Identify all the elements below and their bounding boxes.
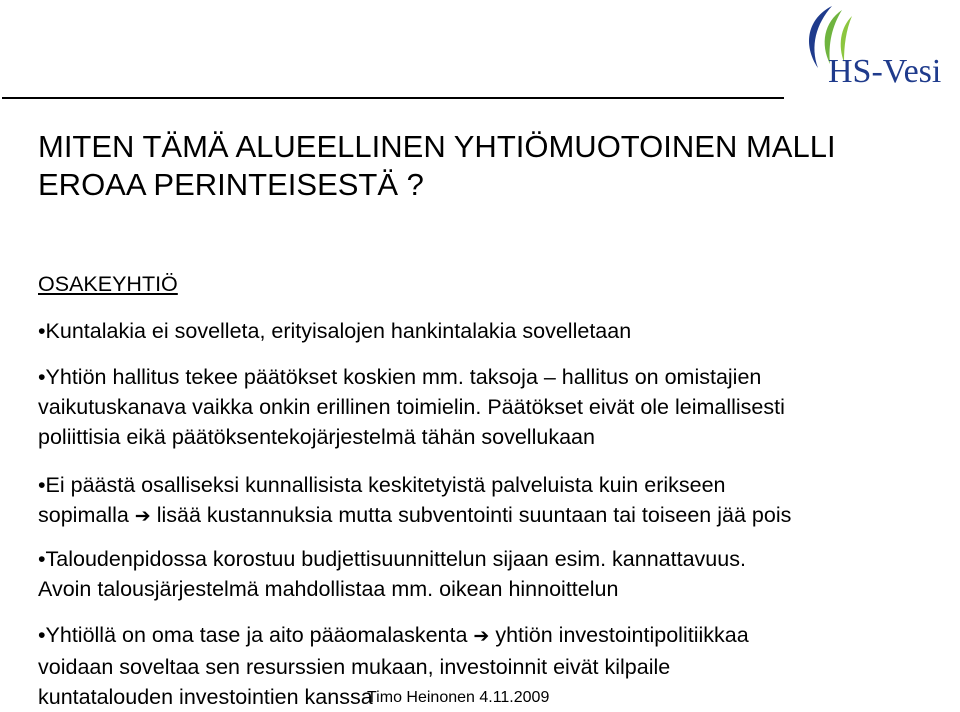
arrow-right-icon: ➔	[473, 626, 490, 647]
page-title	[38, 128, 938, 204]
bullet-3-line-2-start: sopimalla	[38, 503, 135, 527]
bullet-4-line-1: •Taloudenpidossa korostuu budjettisuunnittelun sijaan esim. kannattavuus.	[38, 547, 746, 571]
bullet-5-line-1	[38, 620, 938, 652]
bullet-3-line-2	[38, 500, 938, 532]
bullet-item-3	[38, 470, 938, 532]
logo-text: HS-Vesi	[828, 53, 942, 90]
bullet-2-line-2: vaikutuskanava vaikka onkin erillinen toimielin. Päätökset eivät ole leimallisesti	[38, 395, 785, 419]
bullet-3-line-2-end: lisää kustannuksia mutta subventointi suuntaan tai toiseen jää pois	[150, 503, 792, 527]
page-title-line-1: MITEN TÄMÄ ALUEELLINEN YHTIÖMUOTOINEN MALLI	[38, 129, 836, 164]
bullet-5-line-2: voidaan soveltaa sen resurssien mukaan, investoinnit eivät kilpaile	[38, 655, 671, 679]
bullet-2-line-3: poliittisia eikä päätöksentekojärjestelmä tähän sovellukaan	[38, 425, 595, 449]
bullet-item-2	[38, 362, 938, 452]
section-heading: OSAKEYHTIÖ	[38, 272, 178, 296]
hs-vesi-logo-mark	[788, 2, 960, 92]
bullet-5-line-1-end: yhtiön investointipolitiikkaa	[489, 623, 749, 647]
bullet-5-line-3: kuntatalouden investointien kanssa	[38, 685, 373, 709]
bullet-2-line-1: •Yhtiön hallitus tekee päätökset koskien mm. taksoja – hallitus on omistajien	[38, 365, 762, 389]
bullet-5-line-1-start: •Yhtiöllä on oma tase ja aito pääomalaskenta	[38, 623, 474, 647]
bullet-item-4	[38, 544, 938, 604]
footer-author-date: Timo Heinonen 4.11.2009	[367, 689, 550, 706]
bullet-4-line-2: Avoin talousjärjestelmä mahdollistaa mm. oikean hinnoittelun	[38, 577, 619, 601]
bullet-1-line-1: •Kuntalakia ei sovelleta, erityisalojen hankintalakia sovelletaan	[38, 319, 632, 343]
arrow-right-icon: ➔	[134, 506, 151, 527]
bullet-item-1	[38, 316, 938, 346]
hs-vesi-logo	[788, 2, 960, 92]
header-divider	[2, 97, 784, 99]
page-title-line-2: EROAA PERINTEISESTÄ ?	[38, 167, 424, 202]
bullet-3-line-1: •Ei päästä osalliseksi kunnallisista keskitetyistä palveluista kuin erikseen	[38, 473, 726, 497]
